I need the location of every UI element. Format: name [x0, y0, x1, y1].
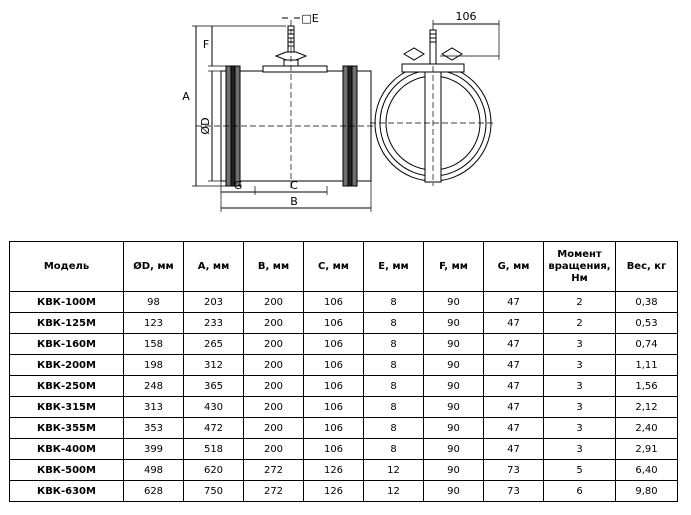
value-cell: 90	[424, 376, 484, 397]
value-cell: 2,12	[616, 397, 678, 418]
value-cell: 106	[304, 355, 364, 376]
value-cell: 8	[364, 397, 424, 418]
value-cell: 47	[484, 355, 544, 376]
value-cell: 200	[244, 292, 304, 313]
value-cell: 399	[124, 439, 184, 460]
value-cell: 106	[304, 439, 364, 460]
value-cell: 106	[304, 334, 364, 355]
front-view	[370, 20, 499, 186]
value-cell: 200	[244, 376, 304, 397]
value-cell: 3	[544, 418, 616, 439]
value-cell: 8	[364, 292, 424, 313]
value-cell: 73	[484, 460, 544, 481]
model-cell: КВК-200М	[10, 355, 124, 376]
table-row	[10, 334, 678, 355]
value-cell: 2,40	[616, 418, 678, 439]
technical-drawing	[0, 0, 691, 240]
value-cell: 265	[184, 334, 244, 355]
value-cell: 3	[544, 334, 616, 355]
value-cell: 248	[124, 376, 184, 397]
value-cell: 312	[184, 355, 244, 376]
column-header: Момент вращения, Нм	[544, 242, 616, 292]
column-header: ØD, мм	[124, 242, 184, 292]
value-cell: 750	[184, 481, 244, 502]
value-cell: 472	[184, 418, 244, 439]
model-cell: КВК-160М	[10, 334, 124, 355]
value-cell: 3	[544, 439, 616, 460]
dim-label-b: B	[290, 195, 298, 208]
dim-label-d: ØD	[199, 117, 212, 135]
value-cell: 498	[124, 460, 184, 481]
model-cell: КВК-400М	[10, 439, 124, 460]
table-row	[10, 460, 678, 481]
value-cell: 90	[424, 313, 484, 334]
value-cell: 5	[544, 460, 616, 481]
value-cell: 47	[484, 334, 544, 355]
column-header: C, мм	[304, 242, 364, 292]
value-cell: 106	[304, 313, 364, 334]
model-cell: КВК-125М	[10, 313, 124, 334]
value-cell: 90	[424, 418, 484, 439]
value-cell: 272	[244, 460, 304, 481]
table-row	[10, 439, 678, 460]
value-cell: 8	[364, 355, 424, 376]
table-header-row	[10, 242, 678, 292]
model-cell: КВК-250М	[10, 376, 124, 397]
value-cell: 47	[484, 376, 544, 397]
model-cell: КВК-315М	[10, 397, 124, 418]
column-header: A, мм	[184, 242, 244, 292]
value-cell: 158	[124, 334, 184, 355]
value-cell: 233	[184, 313, 244, 334]
model-cell: КВК-100М	[10, 292, 124, 313]
value-cell: 9,80	[616, 481, 678, 502]
value-cell: 73	[484, 481, 544, 502]
value-cell: 90	[424, 460, 484, 481]
value-cell: 6,40	[616, 460, 678, 481]
dim-label-f: F	[202, 38, 210, 51]
value-cell: 47	[484, 397, 544, 418]
value-cell: 47	[484, 439, 544, 460]
value-cell: 0,38	[616, 292, 678, 313]
value-cell: 200	[244, 334, 304, 355]
value-cell: 620	[184, 460, 244, 481]
value-cell: 200	[244, 355, 304, 376]
value-cell: 200	[244, 418, 304, 439]
value-cell: 126	[304, 460, 364, 481]
value-cell: 90	[424, 439, 484, 460]
value-cell: 430	[184, 397, 244, 418]
value-cell: 200	[244, 313, 304, 334]
value-cell: 353	[124, 418, 184, 439]
table-row	[10, 376, 678, 397]
column-header: F, мм	[424, 242, 484, 292]
value-cell: 90	[424, 334, 484, 355]
side-view	[192, 18, 380, 212]
column-header: Вес, кг	[616, 242, 678, 292]
value-cell: 2,91	[616, 439, 678, 460]
column-header: B, мм	[244, 242, 304, 292]
value-cell: 98	[124, 292, 184, 313]
value-cell: 1,56	[616, 376, 678, 397]
value-cell: 12	[364, 460, 424, 481]
value-cell: 8	[364, 418, 424, 439]
value-cell: 6	[544, 481, 616, 502]
model-cell: КВК-355М	[10, 418, 124, 439]
value-cell: 12	[364, 481, 424, 502]
value-cell: 0,74	[616, 334, 678, 355]
value-cell: 106	[304, 376, 364, 397]
model-cell: КВК-500М	[10, 460, 124, 481]
value-cell: 2	[544, 313, 616, 334]
value-cell: 123	[124, 313, 184, 334]
column-header: G, мм	[484, 242, 544, 292]
column-header: E, мм	[364, 242, 424, 292]
value-cell: 2	[544, 292, 616, 313]
value-cell: 200	[244, 397, 304, 418]
value-cell: 106	[304, 418, 364, 439]
table-row	[10, 292, 678, 313]
value-cell: 198	[124, 355, 184, 376]
table-row	[10, 481, 678, 502]
value-cell: 126	[304, 481, 364, 502]
table-row	[10, 418, 678, 439]
value-cell: 0,53	[616, 313, 678, 334]
value-cell: 90	[424, 481, 484, 502]
dim-label-e: □E	[301, 12, 319, 25]
value-cell: 90	[424, 355, 484, 376]
value-cell: 3	[544, 355, 616, 376]
specifications-table	[9, 241, 678, 502]
value-cell: 8	[364, 439, 424, 460]
value-cell: 106	[304, 292, 364, 313]
dim-label-c: C	[290, 179, 298, 192]
value-cell: 106	[304, 397, 364, 418]
value-cell: 47	[484, 313, 544, 334]
value-cell: 518	[184, 439, 244, 460]
table-row	[10, 313, 678, 334]
dim-label-g: G	[233, 179, 243, 192]
value-cell: 8	[364, 313, 424, 334]
value-cell: 628	[124, 481, 184, 502]
model-cell: КВК-630М	[10, 481, 124, 502]
value-cell: 365	[184, 376, 244, 397]
value-cell: 272	[244, 481, 304, 502]
table-body	[10, 292, 678, 502]
dim-label-width: 106	[455, 10, 477, 23]
value-cell: 3	[544, 376, 616, 397]
value-cell: 313	[124, 397, 184, 418]
value-cell: 203	[184, 292, 244, 313]
value-cell: 1,11	[616, 355, 678, 376]
value-cell: 3	[544, 397, 616, 418]
table-row	[10, 397, 678, 418]
column-header: Модель	[10, 242, 124, 292]
value-cell: 8	[364, 334, 424, 355]
value-cell: 8	[364, 376, 424, 397]
value-cell: 47	[484, 292, 544, 313]
value-cell: 90	[424, 397, 484, 418]
value-cell: 200	[244, 439, 304, 460]
value-cell: 90	[424, 292, 484, 313]
value-cell: 47	[484, 418, 544, 439]
table-row	[10, 355, 678, 376]
dim-label-a: A	[182, 90, 190, 103]
